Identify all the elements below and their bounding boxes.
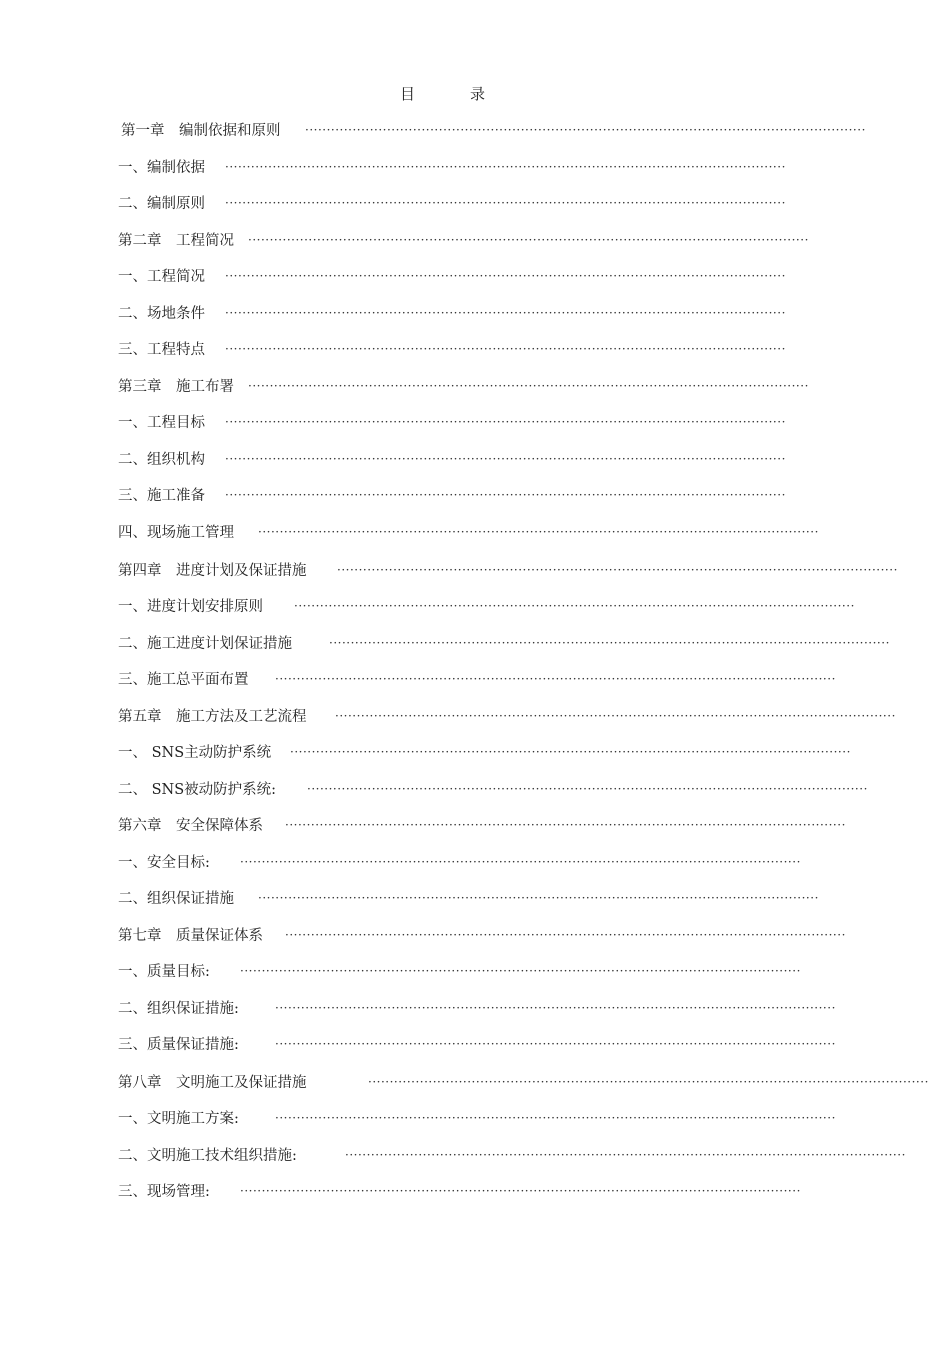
- toc-entry[interactable]: [0, 1072, 950, 1094]
- toc-leader-dots: ··································································································································: [225, 269, 786, 283]
- toc-entry[interactable]: [0, 339, 950, 361]
- toc-entry[interactable]: [0, 888, 950, 910]
- toc-entry[interactable]: [0, 412, 950, 434]
- toc-entry-label: 二、 SNS被动防护系统:: [118, 782, 277, 798]
- toc-entry-label: 第七章 质量保证体系: [118, 928, 263, 944]
- toc-entry[interactable]: [0, 742, 950, 764]
- toc-leader-dots: ··································································································································: [294, 599, 855, 613]
- toc-entry[interactable]: [0, 522, 950, 544]
- toc-leader-dots: ··································································································································: [258, 891, 819, 905]
- toc-entry-label: 三、施工准备: [118, 488, 205, 504]
- toc-leader-dots: ··································································································································: [345, 1148, 906, 1162]
- toc-entry-label: 第八章 文明施工及保证措施: [118, 1075, 307, 1091]
- toc-entry[interactable]: [0, 998, 950, 1020]
- toc-leader-dots: ··································································································································: [337, 563, 898, 577]
- toc-title: 目 录: [399, 85, 505, 103]
- toc-leader-dots: ··································································································································: [225, 306, 786, 320]
- toc-entry-label: 一、工程目标: [118, 415, 205, 431]
- toc-entry-label: 第五章 施工方法及工艺流程: [118, 709, 307, 725]
- toc-leader-dots: ··································································································································: [248, 379, 809, 393]
- toc-entry[interactable]: [0, 157, 950, 179]
- toc-entry[interactable]: [0, 1034, 950, 1056]
- toc-leader-dots: ··································································································································: [225, 488, 786, 502]
- toc-leader-dots: ··································································································································: [329, 636, 890, 650]
- toc-entry-label: 二、组织机构: [118, 452, 205, 468]
- toc-leader-dots: ··································································································································: [275, 1037, 836, 1051]
- toc-leader-dots: ··································································································································: [258, 525, 819, 539]
- toc-entry[interactable]: [0, 1145, 950, 1167]
- toc-entry-label: 二、编制原则: [118, 196, 205, 212]
- toc-entry-label: 一、工程简况: [118, 269, 205, 285]
- toc-leader-dots: ··································································································································: [275, 672, 836, 686]
- toc-leader-dots: ··································································································································: [225, 452, 786, 466]
- toc-entry[interactable]: [0, 633, 950, 655]
- toc-leader-dots: ··································································································································: [248, 233, 809, 247]
- toc-entry-label: 一、安全目标:: [118, 855, 210, 871]
- toc-entry[interactable]: [0, 449, 950, 471]
- toc-leader-dots: ··································································································································: [225, 196, 786, 210]
- toc-leader-dots: ··································································································································: [225, 160, 786, 174]
- toc-leader-dots: ··································································································································: [285, 928, 846, 942]
- toc-entry[interactable]: [0, 815, 950, 837]
- toc-entry-label: 三、质量保证措施:: [118, 1037, 239, 1053]
- toc-leader-dots: ··································································································································: [275, 1001, 836, 1015]
- toc-leader-dots: ··································································································································: [305, 123, 866, 137]
- toc-entry[interactable]: [0, 303, 950, 325]
- toc-entry[interactable]: [0, 961, 950, 983]
- toc-entry[interactable]: [0, 266, 950, 288]
- toc-entry-label: 一、 SNS主动防护系统: [118, 745, 272, 761]
- toc-entry-label: 二、组织保证措施: [118, 891, 234, 907]
- toc-entry-label: 二、场地条件: [118, 306, 205, 322]
- toc-entry[interactable]: [0, 852, 950, 874]
- toc-entry-label: 第三章 施工布署: [118, 379, 234, 395]
- toc-leader-dots: ··································································································································: [335, 709, 896, 723]
- toc-entry-label: 一、编制依据: [118, 160, 205, 176]
- toc-entry-label: 第六章 安全保障体系: [118, 818, 263, 834]
- toc-entry[interactable]: [0, 560, 950, 582]
- toc-leader-dots: ··································································································································: [225, 415, 786, 429]
- toc-entry-label: 第二章 工程简况: [118, 233, 234, 249]
- toc-entry-label: 二、组织保证措施:: [118, 1001, 239, 1017]
- toc-entry-label: 第一章 编制依据和原则: [121, 123, 281, 139]
- toc-entry-label: 二、文明施工技术组织措施:: [118, 1148, 297, 1164]
- toc-entry[interactable]: [0, 669, 950, 691]
- toc-leader-dots: ··································································································································: [240, 855, 801, 869]
- toc-entry[interactable]: [0, 120, 950, 142]
- toc-entry-label: 三、工程特点: [118, 342, 205, 358]
- toc-leader-dots: ··································································································································: [285, 818, 846, 832]
- toc-leader-dots: ··································································································································: [290, 745, 851, 759]
- toc-entry-label: 一、文明施工方案:: [118, 1111, 239, 1127]
- toc-entry-label: 一、进度计划安排原则: [118, 599, 263, 615]
- toc-leader-dots: ··································································································································: [307, 782, 868, 796]
- toc-entry[interactable]: [0, 706, 950, 728]
- toc-leader-dots: ··································································································································: [368, 1075, 929, 1089]
- toc-entry[interactable]: [0, 376, 950, 398]
- toc-leader-dots: ··································································································································: [225, 342, 786, 356]
- toc-entry[interactable]: [0, 485, 950, 507]
- toc-entry-label: 二、施工进度计划保证措施: [118, 636, 292, 652]
- toc-entry-label: 第四章 进度计划及保证措施: [118, 563, 307, 579]
- toc-entry[interactable]: [0, 925, 950, 947]
- toc-leader-dots: ··································································································································: [240, 964, 801, 978]
- toc-leader-dots: ··································································································································: [275, 1111, 836, 1125]
- toc-entry[interactable]: [0, 779, 950, 801]
- toc-entry[interactable]: [0, 230, 950, 252]
- toc-entry-label: 三、施工总平面布置: [118, 672, 249, 688]
- toc-entry-label: 一、质量目标:: [118, 964, 210, 980]
- toc-entry-label: 三、现场管理:: [118, 1184, 210, 1200]
- toc-entry[interactable]: [0, 596, 950, 618]
- toc-entry[interactable]: [0, 193, 950, 215]
- toc-entry[interactable]: [0, 1108, 950, 1130]
- toc-leader-dots: ··································································································································: [240, 1184, 801, 1198]
- toc-entry[interactable]: [0, 1181, 950, 1203]
- toc-entry-label: 四、现场施工管理: [118, 525, 234, 541]
